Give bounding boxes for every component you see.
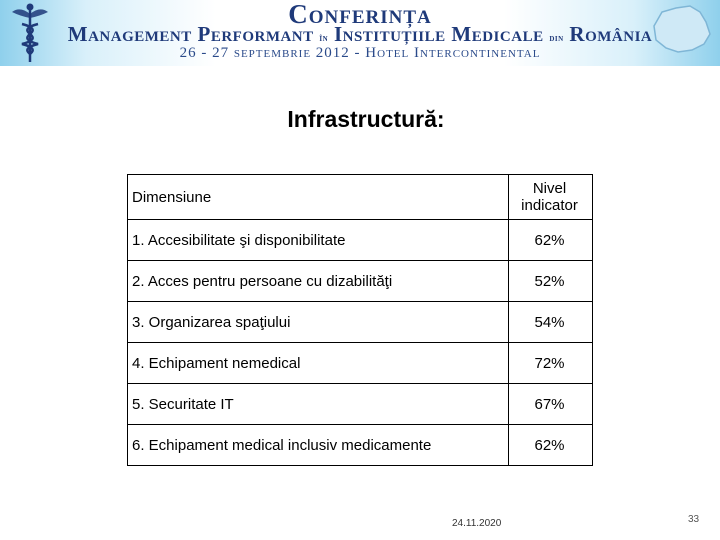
table-row	[128, 343, 593, 384]
banner-title: Conferința	[288, 0, 432, 29]
dimension-cell: 5. Securitate IT	[128, 384, 509, 425]
dimension-cell: 6. Echipament medical inclusiv medicamente	[128, 425, 509, 466]
dimension-cell: 1. Accesibilitate şi disponibilitate	[128, 220, 509, 261]
banner-date-line: 26 - 27 septembrie 2012 - Hotel Intercontinental	[179, 45, 541, 61]
infrastructure-table	[127, 174, 593, 466]
romania-map-icon	[648, 4, 714, 56]
dimension-cell: 3. Organizarea spaţiului	[128, 302, 509, 343]
page-number: 33	[688, 514, 700, 525]
level-cell: 72%	[509, 343, 593, 384]
table-row	[128, 302, 593, 343]
dimension-cell: 2. Acces pentru persoane cu dizabilităţi	[128, 261, 509, 302]
level-cell: 62%	[509, 220, 593, 261]
table-row	[128, 220, 593, 261]
table-row	[128, 384, 593, 425]
table-row	[128, 425, 593, 466]
slide-title: Infrastructură:	[287, 106, 445, 132]
level-cell: 52%	[509, 261, 593, 302]
header-dimension: Dimensiune	[128, 175, 509, 220]
level-cell: 54%	[509, 302, 593, 343]
dimension-cell: 4. Echipament nemedical	[128, 343, 509, 384]
footer-date: 24.11.2020	[452, 518, 502, 529]
conference-banner	[0, 0, 720, 66]
banner-subtitle: Management Performant în Instituțiile Medicale din România	[67, 22, 653, 46]
level-cell: 67%	[509, 384, 593, 425]
table-header-row	[128, 175, 593, 220]
level-cell: 62%	[509, 425, 593, 466]
header-level: Nivel indicator	[509, 175, 593, 220]
table-row	[128, 261, 593, 302]
